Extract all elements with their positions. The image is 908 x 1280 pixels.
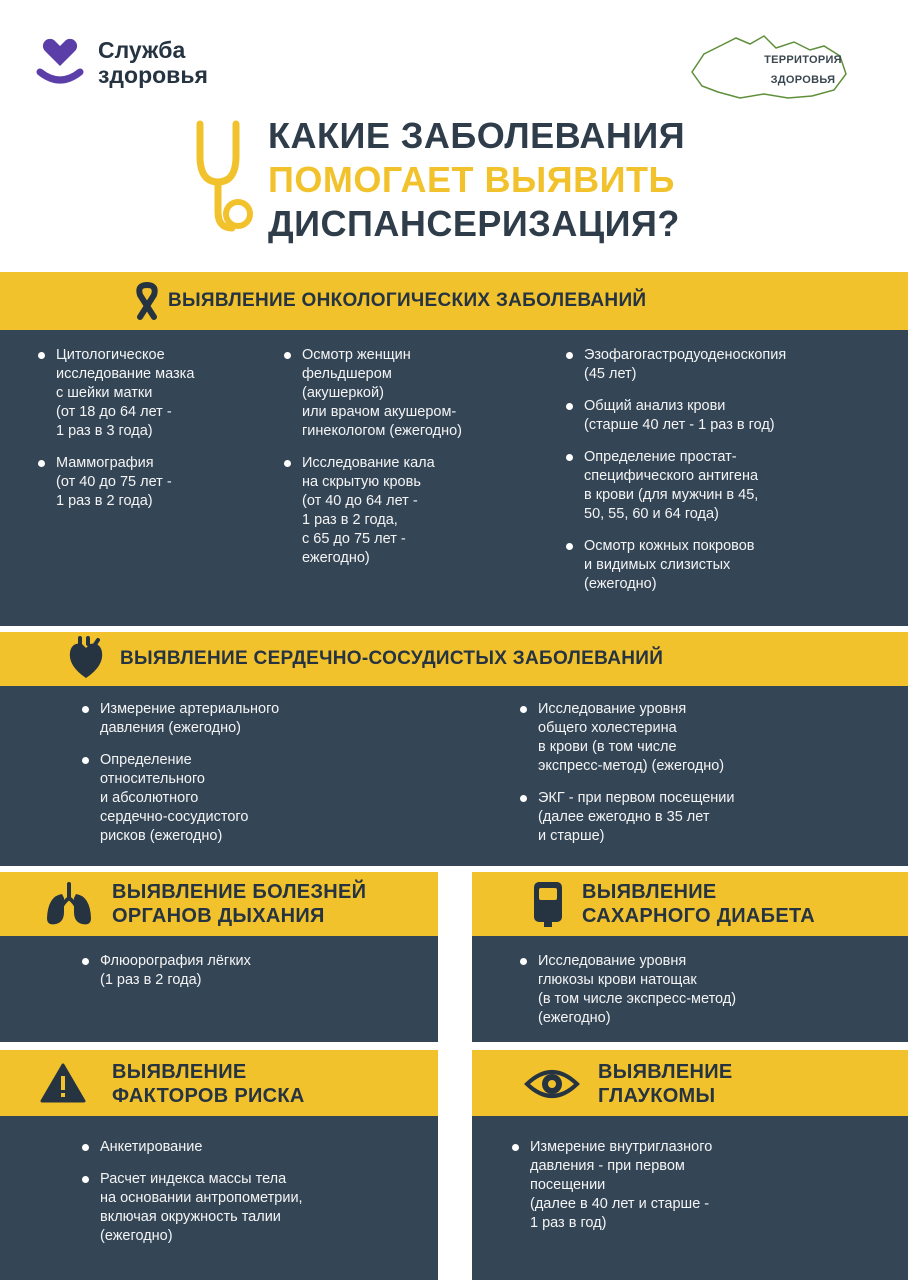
cardio-col-1 bbox=[80, 700, 420, 859]
glaucoma-band bbox=[472, 1050, 908, 1116]
list-item: Маммография (от 40 до 75 лет - 1 раз в 2 года) bbox=[36, 454, 276, 511]
list-item: Эзофагогастродуоденоскопия (45 лет) bbox=[564, 346, 904, 384]
diabetes-band bbox=[472, 872, 908, 936]
glaucoma-title-2: ГЛАУКОМЫ bbox=[598, 1085, 716, 1107]
list-item: Исследование уровня общего холестерина в крови (в том числе экспресс-метод) (ежегодно) bbox=[518, 700, 898, 776]
awareness-ribbon-icon bbox=[132, 281, 162, 321]
territory-text-1: ТЕРРИТОРИЯ bbox=[764, 54, 842, 66]
onco-col-3 bbox=[564, 346, 904, 607]
cardio-col-2 bbox=[518, 700, 898, 859]
list-item: Определение относительного и абсолютного сердечно-сосудистого рисков (ежегодно) bbox=[80, 751, 420, 846]
diabetes-list bbox=[518, 952, 902, 1041]
glaucoma-title-1: ВЫЯВЛЕНИЕ bbox=[598, 1061, 733, 1083]
logo-text-1: Служба bbox=[98, 37, 186, 63]
cardio-title: ВЫЯВЛЕНИЕ СЕРДЕЧНО-СОСУДИСТЫХ ЗАБОЛЕВАНИЙ bbox=[120, 648, 664, 669]
lungs-icon bbox=[44, 882, 94, 928]
territory-text-2: ЗДОРОВЬЯ bbox=[770, 74, 836, 86]
page-title bbox=[268, 114, 685, 246]
warning-triangle-icon bbox=[40, 1062, 86, 1104]
list-item: Осмотр женщин фельдшером (акушеркой) или врачом акушером- гинекологом (ежегодно) bbox=[282, 346, 552, 441]
list-item: Общий анализ крови (старше 40 лет - 1 раз в год) bbox=[564, 397, 904, 435]
onco-title: ВЫЯВЛЕНИЕ ОНКОЛОГИЧЕСКИХ ЗАБОЛЕВАНИЙ bbox=[168, 290, 647, 311]
heart-organ-icon bbox=[66, 636, 106, 682]
territory-logo bbox=[684, 32, 854, 102]
resp-title-2: ОРГАНОВ ДЫХАНИЯ bbox=[112, 905, 325, 927]
resp-panel bbox=[0, 936, 438, 1042]
risk-band bbox=[0, 1050, 438, 1116]
title-line-1: КАКИЕ ЗАБОЛЕВАНИЯ bbox=[268, 115, 686, 156]
resp-band bbox=[0, 872, 438, 936]
list-item: Цитологическое исследование мазка с шейки матки (от 18 до 64 лет - 1 раз в 3 года) bbox=[36, 346, 276, 441]
list-item: Исследование кала на скрытую кровь (от 40 до 64 лет - 1 раз в 2 года, с 65 до 75 лет - ежегодно) bbox=[282, 454, 552, 568]
resp-title-1: ВЫЯВЛЕНИЕ БОЛЕЗНЕЙ bbox=[112, 881, 367, 903]
list-item: Анкетирование bbox=[80, 1138, 430, 1157]
list-item: Осмотр кожных покровов и видимых слизистых (ежегодно) bbox=[564, 537, 904, 594]
service-logo bbox=[36, 36, 256, 92]
list-item: Измерение артериального давления (ежегодно) bbox=[80, 700, 420, 738]
cardio-panel bbox=[0, 686, 908, 866]
risk-list bbox=[80, 1138, 430, 1259]
resp-list bbox=[80, 952, 430, 1003]
list-item: ЭКГ - при первом посещении (далее ежегодно в 35 лет и старше) bbox=[518, 789, 898, 846]
stethoscope-icon bbox=[188, 116, 258, 246]
list-item: Флюорография лёгких (1 раз в 2 года) bbox=[80, 952, 430, 990]
risk-title-1: ВЫЯВЛЕНИЕ bbox=[112, 1061, 247, 1083]
onco-panel bbox=[0, 330, 908, 626]
glaucoma-list bbox=[510, 1138, 900, 1246]
title-line-2: ПОМОГАЕТ ВЫЯВИТЬ bbox=[268, 159, 675, 200]
eye-icon bbox=[524, 1064, 580, 1104]
list-item: Измерение внутриглазного давления - при первом посещении (далее в 40 лет и старше - 1 раз в год) bbox=[510, 1138, 900, 1233]
onco-col-2 bbox=[282, 346, 552, 581]
diabetes-panel bbox=[472, 936, 908, 1042]
diabetes-title-1: ВЫЯВЛЕНИЕ bbox=[582, 881, 717, 903]
list-item: Исследование уровня глюкозы крови натощак (в том числе экспресс-метод) (ежегодно) bbox=[518, 952, 902, 1028]
cardio-band bbox=[0, 632, 908, 686]
list-item: Расчет индекса массы тела на основании антропометрии, включая окружность талии (ежегодно) bbox=[80, 1170, 430, 1246]
risk-panel bbox=[0, 1116, 438, 1280]
onco-col-1 bbox=[36, 346, 276, 524]
onco-band bbox=[0, 272, 908, 330]
diabetes-title-2: САХАРНОГО ДИАБЕТА bbox=[582, 905, 815, 927]
logo-text-2: здоровья bbox=[98, 62, 208, 88]
title-line-3: ДИСПАНСЕРИЗАЦИЯ? bbox=[268, 203, 680, 244]
heart-smile-logo-icon bbox=[36, 36, 84, 88]
risk-title-2: ФАКТОРОВ РИСКА bbox=[112, 1085, 305, 1107]
glaucoma-panel bbox=[472, 1116, 908, 1280]
list-item: Определение простат- специфического антигена в крови (для мужчин в 45, 50, 55, 60 и 64 года) bbox=[564, 448, 904, 524]
glucometer-icon bbox=[530, 880, 566, 928]
